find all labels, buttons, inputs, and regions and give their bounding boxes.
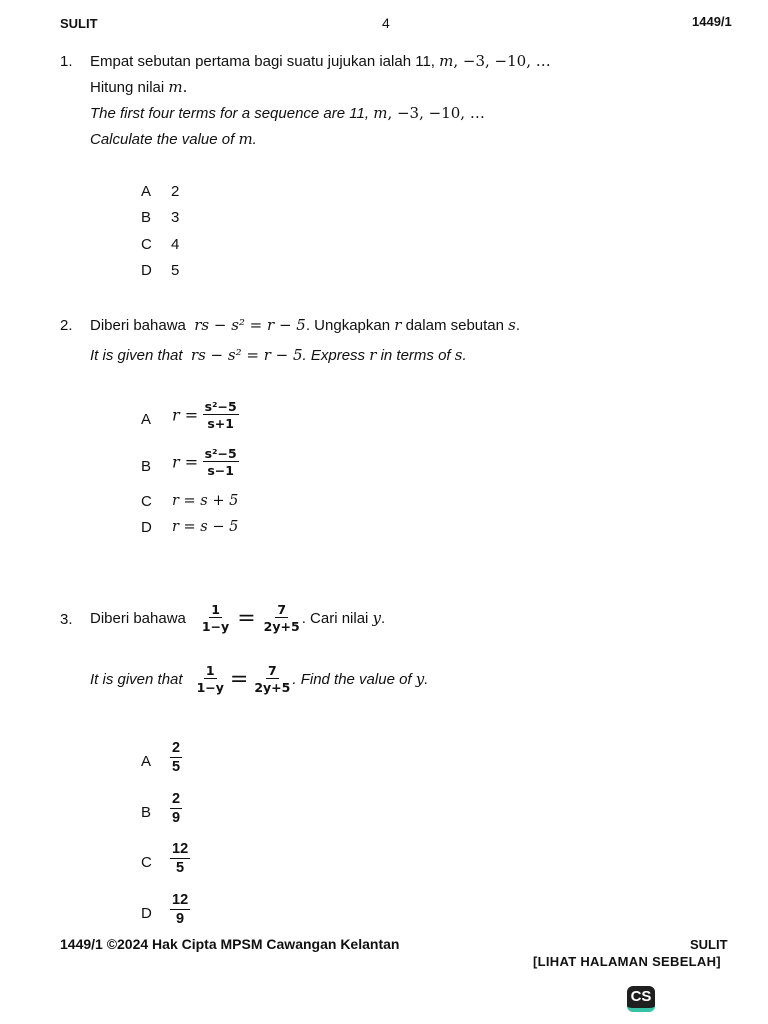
q1-english-calc: Calculate the value of m.: [90, 130, 257, 148]
q2-option-d[interactable]: D r = s − 5: [141, 519, 239, 536]
q1-malay-prompt: Empat sebutan pertama bagi suatu jujukan ialah 11, m, −3, −10, …: [90, 52, 551, 70]
q2-number: 2.: [60, 317, 73, 334]
q1-option-d[interactable]: D 5: [141, 262, 180, 279]
paper-code: 1449/1: [692, 14, 732, 29]
footer-copyright: 1449/1 ©2024 Hak Cipta MPSM Cawangan Kelantan: [60, 936, 400, 952]
q1-malay-calc: Hitung nilai m.: [90, 78, 188, 96]
q2-malay-prompt: Diberi bahawa rs − s² = r − 5. Ungkapkan r dalam sebutan s.: [90, 316, 521, 334]
q1-number: 1.: [60, 53, 73, 70]
footer-next-page: [LIHAT HALAMAN SEBELAH]: [533, 954, 721, 969]
q2-english-prompt: It is given that rs − s² = r − 5. Express r in terms of s.: [90, 346, 467, 364]
q1-option-b[interactable]: B 3: [141, 209, 180, 226]
q1-english-prompt: The first four terms for a sequence are 11, m, −3, −10, …: [90, 104, 485, 122]
q2-equation: rs − s² = r − 5: [194, 316, 306, 334]
q1-option-c[interactable]: C 4: [141, 236, 180, 253]
q1-option-a[interactable]: A 2: [141, 183, 180, 200]
q3-english-prompt: It is given that $\frac{1}{1-y}$ = $\frac{7}{2y+5}$ . Find the value of y .: [90, 662, 429, 695]
footer-sulit: SULIT: [690, 937, 728, 952]
q3-malay-prompt: Diberi bahawa $\frac{1}{1-y}$ = $\frac{7}{2y+5}$ . Cari nilai y .: [90, 601, 386, 634]
q2-option-c[interactable]: C r = s + 5: [141, 493, 239, 510]
camscanner-logo-icon: CS: [627, 986, 655, 1012]
page-number: 4: [382, 15, 390, 31]
q3-number: 3.: [60, 611, 73, 628]
header-sulit: SULIT: [60, 16, 98, 31]
